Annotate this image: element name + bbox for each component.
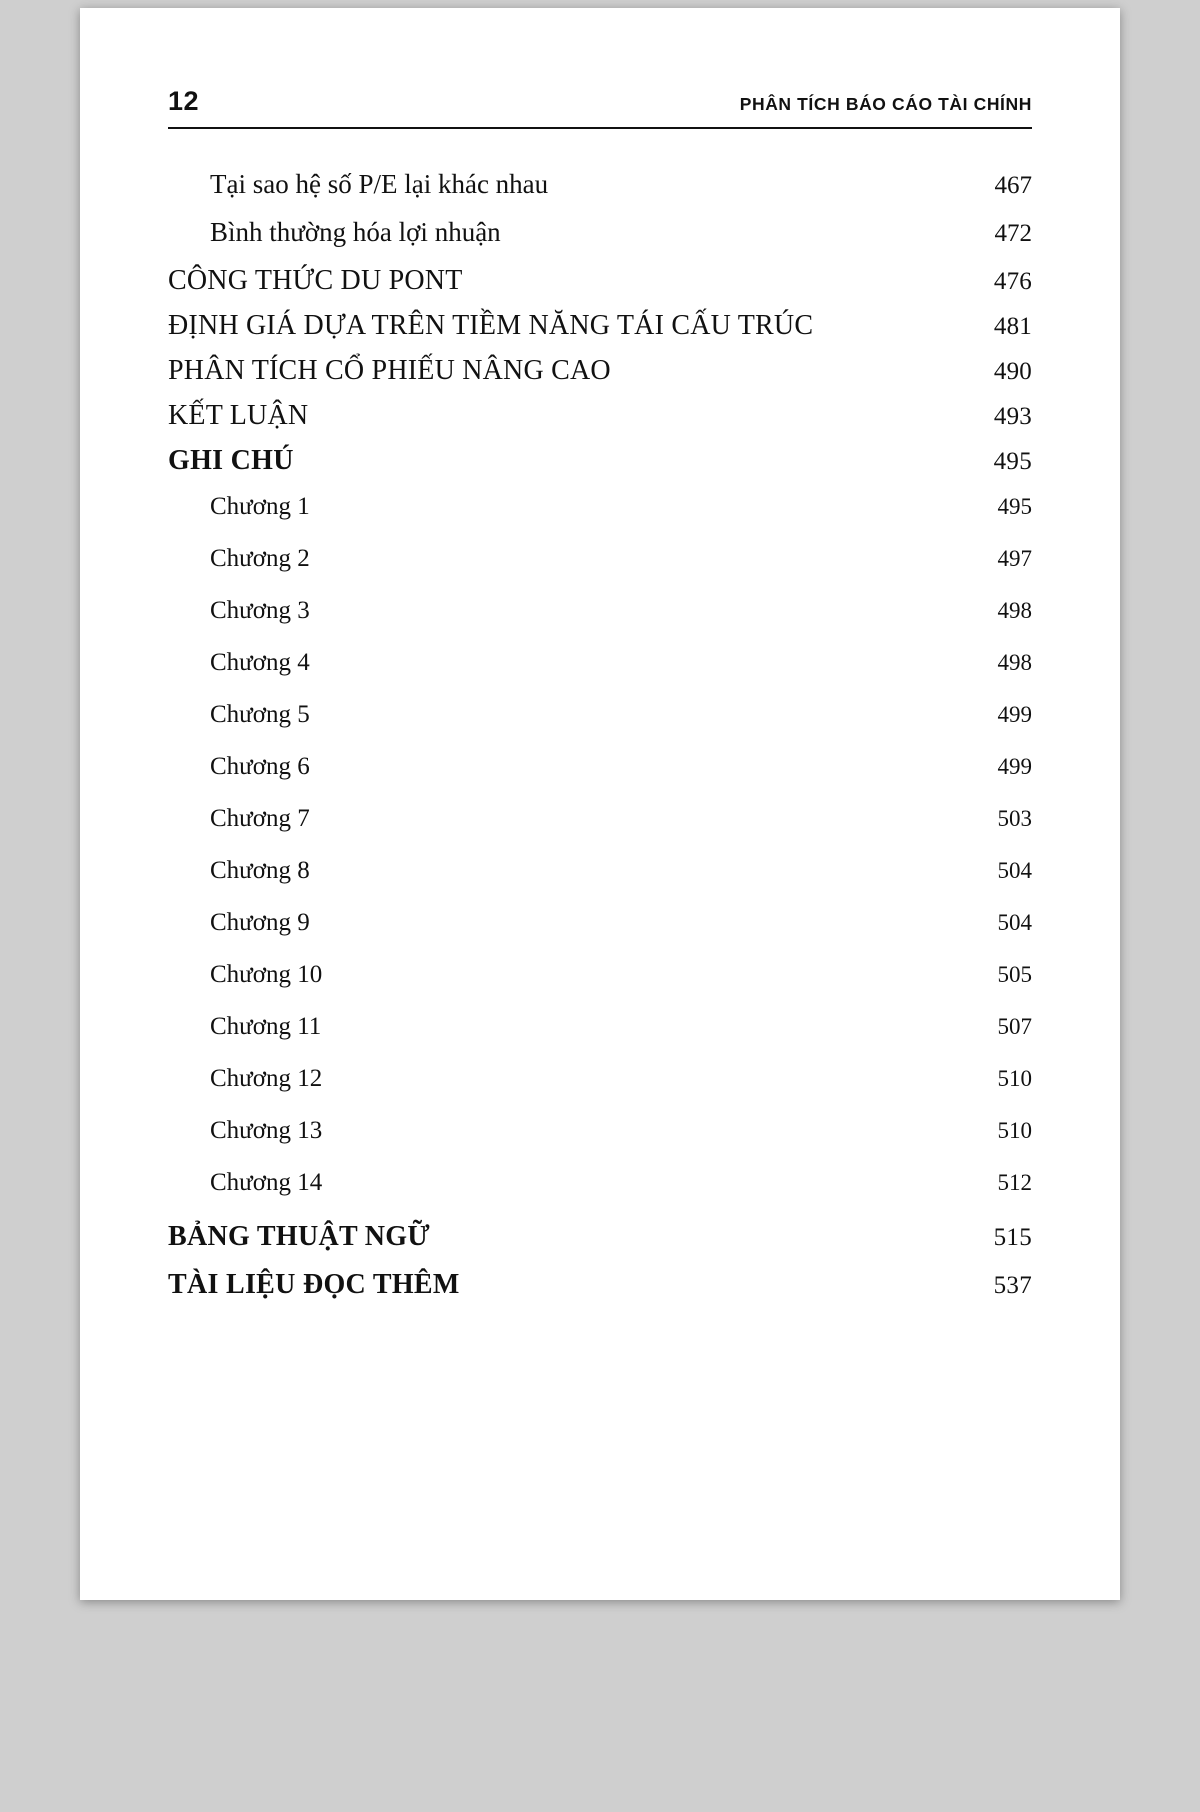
toc-entry-page: 505: [997, 962, 1032, 987]
toc-entry-page: 472: [994, 220, 1032, 247]
toc-entry[interactable]: [168, 310, 1032, 342]
toc-entry-label: Chương 14: [210, 1169, 323, 1196]
toc-entry[interactable]: [168, 1013, 1032, 1041]
toc-entry-page: 507: [997, 1014, 1032, 1039]
toc-entry-page: 510: [997, 1118, 1032, 1143]
toc-entry-page: 498: [997, 650, 1032, 675]
toc-entry[interactable]: [168, 1269, 1032, 1301]
toc-entry[interactable]: [168, 493, 1032, 521]
toc-entry[interactable]: [168, 961, 1032, 989]
toc-entry[interactable]: [168, 701, 1032, 729]
toc-entry-label: Chương 10: [210, 961, 323, 988]
toc-entry[interactable]: [168, 545, 1032, 573]
toc-entry[interactable]: [168, 217, 1032, 248]
toc-entry-label: Chương 1: [210, 493, 310, 520]
toc-entry-page: 499: [997, 754, 1032, 779]
toc-entry[interactable]: [168, 1065, 1032, 1093]
page-number: 12: [168, 86, 200, 116]
toc-entry-page: 481: [993, 313, 1032, 340]
toc-entry[interactable]: [168, 355, 1032, 387]
toc-entry-label: BẢNG THUẬT NGỮ: [168, 1221, 430, 1252]
book-title: PHÂN TÍCH BÁO CÁO TÀI CHÍNH: [739, 94, 1032, 114]
toc-entry-label: Chương 3: [210, 597, 310, 624]
toc-entry[interactable]: [168, 1169, 1032, 1197]
toc-entry[interactable]: [168, 445, 1032, 477]
book-page: [80, 8, 1120, 1600]
toc-entry-page: 515: [993, 1224, 1032, 1251]
toc-entry-label: Chương 7: [210, 805, 310, 832]
toc-entry-label: Chương 13: [210, 1117, 323, 1144]
toc-entry-page: 497: [997, 546, 1032, 571]
toc-entry-page: 467: [994, 172, 1032, 199]
toc-entry-page: 503: [997, 806, 1032, 831]
toc-entry[interactable]: [168, 265, 1032, 297]
toc-entry-label: Chương 8: [210, 857, 310, 884]
toc-entry-label: Chương 5: [210, 701, 310, 728]
toc-entry-page: 499: [997, 702, 1032, 727]
table-of-contents: [168, 169, 1032, 1301]
toc-entry[interactable]: [168, 805, 1032, 833]
toc-entry-page: 495: [997, 494, 1032, 519]
toc-entry-label: CÔNG THỨC DU PONT: [168, 265, 463, 296]
toc-entry[interactable]: [168, 857, 1032, 885]
toc-entry-page: 495: [993, 448, 1032, 475]
toc-entry[interactable]: [168, 169, 1032, 200]
toc-entry[interactable]: [168, 1117, 1032, 1145]
toc-entry[interactable]: [168, 597, 1032, 625]
toc-entry-page: 510: [997, 1066, 1032, 1091]
toc-entry-label: ĐỊNH GIÁ DỰA TRÊN TIỀM NĂNG TÁI CẤU TRÚC: [168, 310, 814, 341]
running-head: [168, 86, 1032, 129]
toc-entry-page: 537: [993, 1272, 1032, 1299]
toc-entry-page: 512: [997, 1170, 1032, 1195]
toc-entry[interactable]: [168, 400, 1032, 432]
toc-entry[interactable]: [168, 753, 1032, 781]
toc-entry-label: Bình thường hóa lợi nhuận: [210, 217, 501, 247]
toc-entry-label: Chương 12: [210, 1065, 323, 1092]
toc-entry[interactable]: [168, 1221, 1032, 1253]
toc-entry-label: PHÂN TÍCH CỔ PHIẾU NÂNG CAO: [168, 355, 611, 386]
toc-entry-page: 504: [997, 910, 1032, 935]
toc-entry-page: 493: [993, 403, 1032, 430]
toc-entry-label: Chương 6: [210, 753, 310, 780]
toc-entry-label: Chương 2: [210, 545, 310, 572]
toc-entry-label: GHI CHÚ: [168, 445, 294, 476]
toc-entry-label: Chương 9: [210, 909, 310, 936]
toc-entry-label: TÀI LIỆU ĐỌC THÊM: [168, 1269, 460, 1300]
toc-entry-label: Chương 11: [210, 1013, 322, 1040]
toc-entry-label: Tại sao hệ số P/E lại khác nhau: [210, 169, 549, 199]
toc-entry-page: 504: [997, 858, 1032, 883]
toc-entry-label: Chương 4: [210, 649, 310, 676]
toc-entry-label: KẾT LUẬN: [168, 400, 309, 431]
toc-entry-page: 476: [993, 268, 1032, 295]
toc-entry[interactable]: [168, 649, 1032, 677]
toc-entry-page: 498: [997, 598, 1032, 623]
toc-entry-page: 490: [993, 358, 1032, 385]
toc-entry[interactable]: [168, 909, 1032, 937]
